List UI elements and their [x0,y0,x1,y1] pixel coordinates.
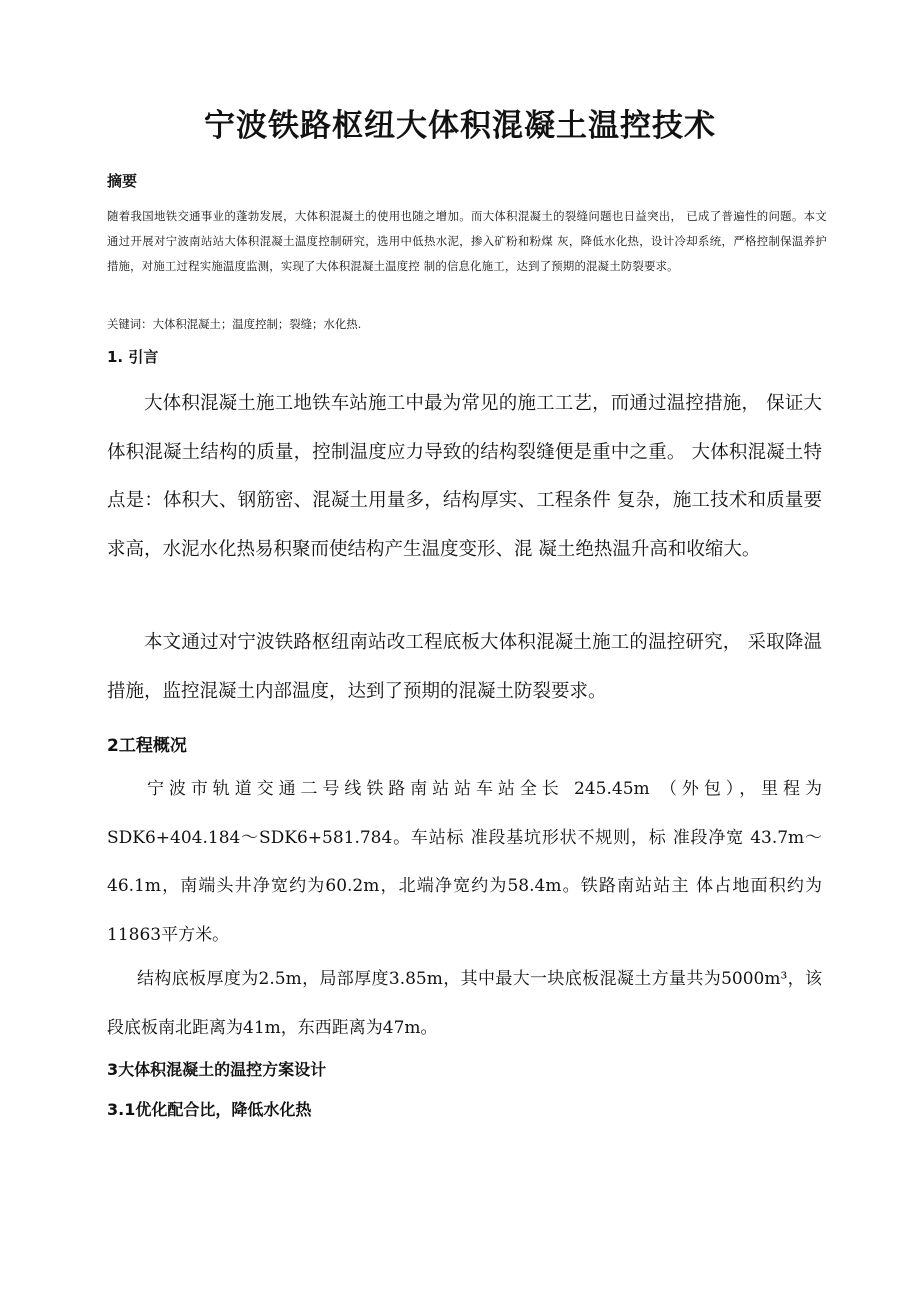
keywords-line: 关键词：大体积混凝土；温度控制；裂缝；水化热. [107,317,362,331]
abstract-heading: 摘要 [107,172,138,190]
section-1-heading: 1. 引言 [107,348,159,366]
section-2-paragraph-2: 结构底板厚度为2.5m，局部厚度3.85m，其中最大一块底板混凝土方量共为5000m³，该段底板南北距离为41m，东西距离为47m。 [107,969,822,1038]
document-title: 宁波铁路枢纽大体积混凝土温控技术 [204,108,716,144]
section-2-paragraph-1: 宁波市轨道交通二号线铁路南站站车站全长 245.45m （外包），里程为SDK6+404.184〜SDK6+581.784。车站标 准段基坑形状不规则，标 准段净宽 43.7m〜46.1m，南端头井净宽约为60.2m，北端净宽约为58.4m。铁路南站站主 体占地面积约为11863平方米。 [107,779,822,945]
section-3-1-heading: 3.1优化配合比，降低水化热 [107,1100,312,1119]
section-3-heading: 3大体积混凝土的温控方案设计 [107,1060,327,1079]
section-2-heading: 2工程概况 [107,736,187,756]
section-1-paragraph-2: 本文通过对宁波铁路枢纽南站改工程底板大体积混凝土施工的温控研究， 采取降温措施，监控混凝土内部温度，达到了预期的混凝土防裂要求。 [107,632,822,702]
section-1-paragraph-1: 大体积混凝土施工地铁车站施工中最为常见的施工工艺，而通过温控措施， 保证大体积混凝土结构的质量，控制温度应力导致的结构裂缝便是重中之重。 大体积混凝土特点是：体积大、钢筋密、混凝土用量多，结构厚实、工程条件 复杂，施工技术和质量要求高，水泥水化热易积聚而使结构产生温度变形、混 凝土绝热温升高和收缩大。 [107,393,822,560]
abstract-text: 随着我国地铁交通事业的蓬勃发展，大体积混凝土的使用也随之增加。而大体积混凝土的裂缝问题也日益突出， 已成了普遍性的问题。本文通过开展对宁波南站站大体积混凝土温度控制研究，选用中低热水泥，掺入矿粉和粉煤 灰，降低水化热，设计冷却系统，严格控制保温养护措施，对施工过程实施温度监测，实现了大体积混凝土温度控 制的信息化施工，达到了预期的混凝土防裂要求。 [107,209,827,273]
